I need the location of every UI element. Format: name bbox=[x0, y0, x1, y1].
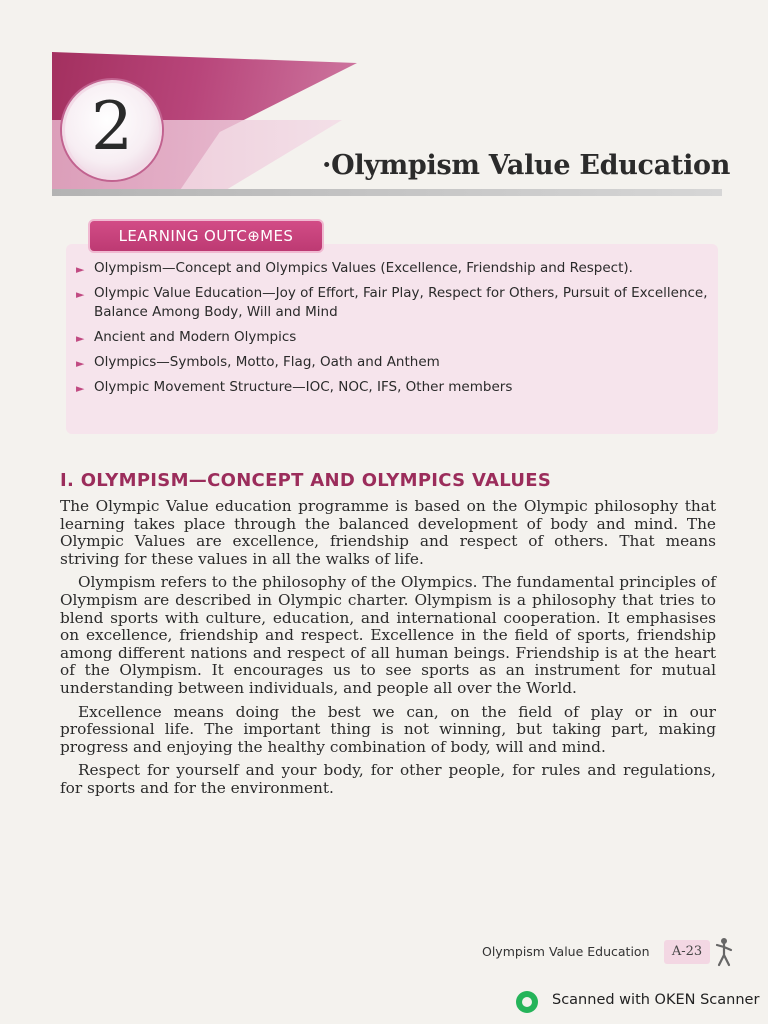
bullet-arrow-icon: ► bbox=[76, 288, 85, 301]
learning-outcomes-list bbox=[72, 259, 712, 403]
learning-outcome-item: ► Olympic Movement Structure—IOC, NOC, IFS, Other members bbox=[72, 378, 712, 397]
bullet-arrow-icon: ► bbox=[76, 382, 85, 395]
bullet-arrow-icon: ► bbox=[76, 332, 85, 345]
scanner-watermark: Scanned with OKEN Scanner bbox=[552, 992, 760, 1008]
learning-outcome-item: ► Olympism—Concept and Olympics Values (Excellence, Friendship and Respect). bbox=[72, 259, 712, 278]
paragraph: Respect for yourself and your body, for other people, for rules and regulations, for sports and for the environment. bbox=[60, 761, 716, 797]
page-number: A-23 bbox=[664, 940, 710, 964]
learning-outcomes-heading: LEARNING OUTC⊕MES bbox=[88, 219, 324, 253]
section-heading: I. OLYMPISM—CONCEPT AND OLYMPICS VALUES bbox=[60, 470, 552, 491]
paragraph: The Olympic Value education programme is based on the Olympic philosophy that learning takes place through the balanced development of body and mind. The Olympic Values are excellence, friendship and respect of others. That means striving for these values in all the walks of life. bbox=[60, 497, 716, 568]
chapter-title: ·Olympism Value Education bbox=[322, 150, 731, 181]
paragraph: Olympism refers to the philosophy of the Olympics. The fundamental principles of Olympism are described in Olympic charter. Olympism is a philosophy that tries to blend sports with culture, education, and international cooperation. It emphasises on excellence, friendship and respect. Excellence in the field of sports, friendship among different nations and respect of all human beings. Friendship is at the heart of the Olympism. It encourages us to see sports as an instrument for mutual understanding between individuals, and people all over the World. bbox=[60, 573, 716, 697]
learning-outcome-item: ► Olympics—Symbols, Motto, Flag, Oath and Anthem bbox=[72, 353, 712, 372]
athlete-figure-icon bbox=[712, 936, 736, 968]
chapter-number: 2 bbox=[91, 88, 133, 165]
paragraph: Excellence means doing the best we can, on the field of play or in our professional life. The important thing is not winning, but taking part, making progress and enjoying the healthy combination of body, will and mind. bbox=[60, 702, 716, 756]
learning-outcome-item: ► Ancient and Modern Olympics bbox=[72, 328, 712, 347]
running-footer-title: Olympism Value Education bbox=[482, 944, 650, 959]
bullet-arrow-icon: ► bbox=[76, 357, 85, 370]
chapter-title-rule bbox=[52, 189, 722, 196]
scanner-logo-icon bbox=[516, 991, 538, 1013]
section-body bbox=[60, 498, 716, 804]
bullet-arrow-icon: ► bbox=[76, 263, 85, 276]
learning-outcome-item: ► Olympic Value Education—Joy of Effort, Fair Play, Respect for Others, Pursuit of Excellence, Balance Among Body, Will and Mind bbox=[76, 285, 708, 320]
